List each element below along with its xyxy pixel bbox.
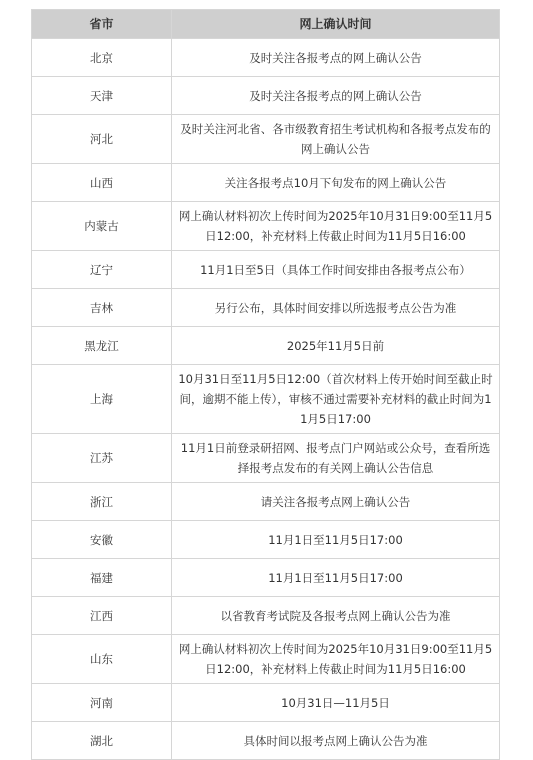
confirmation-time-cell: 另行公布，具体时间安排以所选报考点公告为准	[172, 289, 500, 327]
province-cell: 江西	[32, 597, 172, 635]
header-row	[32, 10, 500, 39]
table-row	[32, 39, 500, 77]
province-cell: 福建	[32, 559, 172, 597]
province-cell: 河南	[32, 684, 172, 722]
confirmation-time-cell: 2025年11月5日前	[172, 327, 500, 365]
table-row	[32, 521, 500, 559]
table-row	[32, 164, 500, 202]
province-cell: 黑龙江	[32, 327, 172, 365]
province-cell: 湖北	[32, 722, 172, 760]
province-cell: 山东	[32, 635, 172, 684]
confirmation-time-cell: 10月31日—11月5日	[172, 684, 500, 722]
province-cell: 辽宁	[32, 251, 172, 289]
table-row	[32, 434, 500, 483]
confirmation-time-cell: 请关注各报考点网上确认公告	[172, 483, 500, 521]
province-cell: 内蒙古	[32, 202, 172, 251]
table-row	[32, 77, 500, 115]
confirmation-time-cell: 11月1日前登录研招网、报考点门户网站或公众号，查看所选择报考点发布的有关网上确认公告信息	[172, 434, 500, 483]
table-row	[32, 559, 500, 597]
table-row	[32, 251, 500, 289]
confirmation-time-cell: 及时关注各报考点的网上确认公告	[172, 77, 500, 115]
confirmation-time-cell: 11月1日至11月5日17:00	[172, 559, 500, 597]
province-cell: 天津	[32, 77, 172, 115]
province-cell: 上海	[32, 365, 172, 434]
table-row	[32, 635, 500, 684]
table-row	[32, 722, 500, 760]
confirmation-time-cell: 及时关注各报考点的网上确认公告	[172, 39, 500, 77]
table-row	[32, 597, 500, 635]
table-row	[32, 327, 500, 365]
confirmation-time-cell: 11月1日至5日（具体工作时间安排由各报考点公布）	[172, 251, 500, 289]
province-cell: 吉林	[32, 289, 172, 327]
table-row	[32, 365, 500, 434]
province-cell: 北京	[32, 39, 172, 77]
table-body	[32, 39, 500, 760]
confirmation-time-cell: 11月1日至11月5日17:00	[172, 521, 500, 559]
province-cell: 江苏	[32, 434, 172, 483]
confirmation-time-cell: 网上确认材料初次上传时间为2025年10月31日9:00至11月5日12:00，补充材料上传截止时间为11月5日16:00	[172, 202, 500, 251]
confirmation-time-cell: 以省教育考试院及各报考点网上确认公告为准	[172, 597, 500, 635]
confirmation-time-cell: 具体时间以报考点网上确认公告为准	[172, 722, 500, 760]
table-header	[32, 10, 500, 39]
province-cell: 山西	[32, 164, 172, 202]
confirmation-time-cell: 10月31日至11月5日12:00（首次材料上传开始时间至截止时间，逾期不能上传），审核不通过需要补充材料的截止时间为11月5日17:00	[172, 365, 500, 434]
confirmation-time-cell: 网上确认材料初次上传时间为2025年10月31日9:00至11月5日12:00，补充材料上传截止时间为11月5日16:00	[172, 635, 500, 684]
table-row	[32, 289, 500, 327]
confirmation-schedule-table	[31, 9, 500, 760]
table-row	[32, 483, 500, 521]
province-cell: 安徽	[32, 521, 172, 559]
province-cell: 河北	[32, 115, 172, 164]
table-row	[32, 684, 500, 722]
confirmation-time-cell: 关注各报考点10月下旬发布的网上确认公告	[172, 164, 500, 202]
header-time: 网上确认时间	[172, 10, 500, 39]
province-cell: 浙江	[32, 483, 172, 521]
header-province: 省市	[32, 10, 172, 39]
confirmation-time-cell: 及时关注河北省、各市级教育招生考试机构和各报考点发布的网上确认公告	[172, 115, 500, 164]
table-row	[32, 202, 500, 251]
table-row	[32, 115, 500, 164]
